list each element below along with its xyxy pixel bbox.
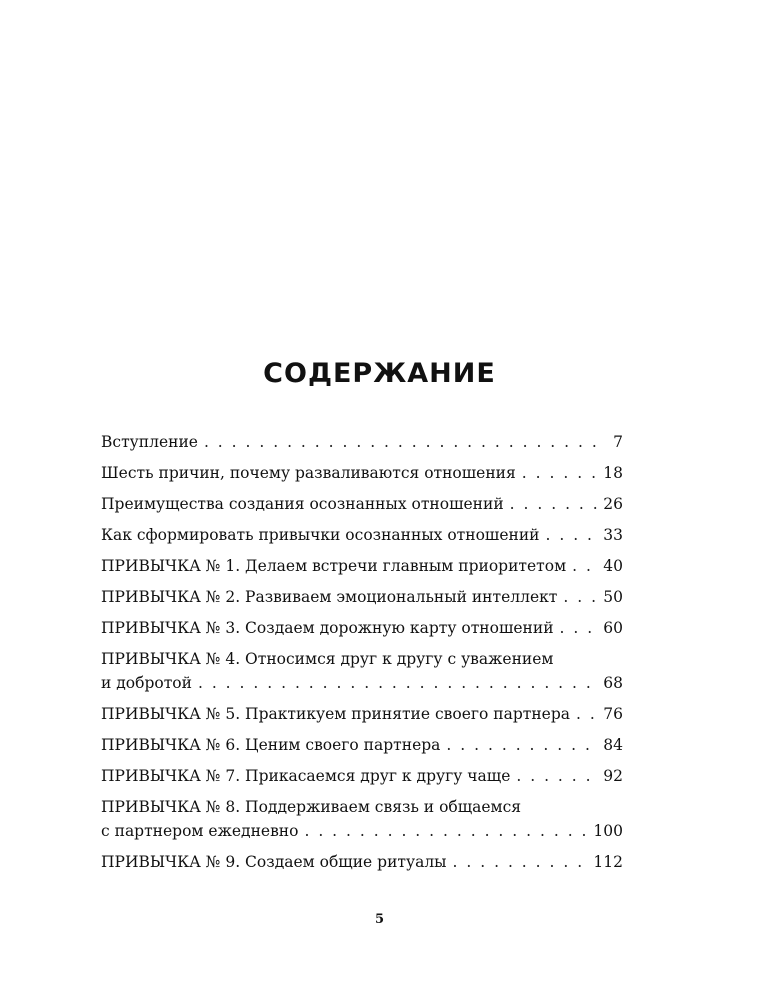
toc-entry-page: 84	[603, 736, 623, 754]
toc-entry-label: ПРИВЫЧКА № 2. Развиваем эмоциональный интеллект	[101, 588, 558, 606]
toc-entry-label: с партнером ежедневно	[101, 822, 299, 840]
toc-entry[interactable]	[101, 616, 623, 640]
toc-entry[interactable]	[101, 430, 623, 454]
dot-leader	[453, 850, 588, 874]
toc-entry-label: Преимущества создания осознанных отношений	[101, 495, 504, 513]
toc-entry-label: ПРИВЫЧКА № 6. Ценим своего партнера	[101, 736, 441, 754]
dot-leader	[560, 616, 598, 640]
toc-entry-page: 40	[603, 557, 623, 575]
toc-entry-page: 33	[603, 526, 623, 544]
toc-entry[interactable]	[101, 461, 623, 485]
toc-entry[interactable]	[101, 554, 623, 578]
dot-leader	[572, 554, 597, 578]
toc-entry[interactable]	[101, 585, 623, 609]
toc-entry-label: ПРИВЫЧКА № 1. Делаем встречи главным приоритетом	[101, 557, 567, 575]
toc-entry[interactable]	[101, 764, 623, 788]
toc-entry-label: и добротой	[101, 674, 192, 692]
toc-entry-first-line: ПРИВЫЧКА № 4. Относимся друг к другу с уважением	[101, 650, 554, 668]
dot-leader	[546, 523, 598, 547]
toc-entry-page: 100	[593, 822, 623, 840]
toc-entry[interactable]	[101, 523, 623, 547]
dot-leader	[204, 430, 607, 454]
toc-entry-label: ПРИВЫЧКА № 9. Создаем общие ритуалы	[101, 853, 447, 871]
toc-entry-label: ПРИВЫЧКА № 3. Создаем дорожную карту отношений	[101, 619, 554, 637]
dot-leader	[510, 492, 598, 516]
dot-leader	[446, 733, 597, 757]
page-number: 5	[374, 912, 385, 927]
toc-entry[interactable]	[101, 733, 623, 757]
toc-entry-page: 18	[603, 464, 623, 482]
dot-leader	[522, 461, 597, 485]
toc-entry-page: 26	[603, 495, 623, 513]
dot-leader	[198, 671, 597, 695]
toc-entry-page: 112	[593, 853, 623, 871]
toc-entry-first-line: ПРИВЫЧКА № 8. Поддерживаем связь и общаемся	[101, 798, 522, 816]
toc-entry[interactable]	[101, 702, 623, 726]
toc-entry-page: 76	[603, 705, 623, 723]
toc-entry[interactable]	[101, 647, 623, 695]
toc-entry-label: Шесть причин, почему разваливаются отношения	[101, 464, 516, 482]
toc-entry-page: 68	[603, 674, 623, 692]
toc-title: СОДЕРЖАНИЕ	[263, 358, 496, 389]
toc-entry-page: 7	[613, 433, 623, 451]
toc-entry-label: ПРИВЫЧКА № 5. Практикуем принятие своего партнера	[101, 705, 571, 723]
dot-leader	[563, 585, 597, 609]
toc-entry[interactable]	[101, 850, 623, 874]
toc-entry-label: Как сформировать привычки осознанных отношений	[101, 526, 540, 544]
toc-entry[interactable]	[101, 795, 623, 843]
toc-entry-page: 60	[603, 619, 623, 637]
dot-leader	[304, 819, 587, 843]
toc-entry-label: ПРИВЫЧКА № 7. Прикасаемся друг к другу чаще	[101, 767, 511, 785]
dot-leader	[576, 702, 597, 726]
table-of-contents	[101, 430, 623, 881]
toc-entry-page: 92	[603, 767, 623, 785]
toc-entry-label: Вступление	[101, 433, 198, 451]
toc-entry-page: 50	[603, 588, 623, 606]
toc-entry[interactable]	[101, 492, 623, 516]
dot-leader	[516, 764, 597, 788]
